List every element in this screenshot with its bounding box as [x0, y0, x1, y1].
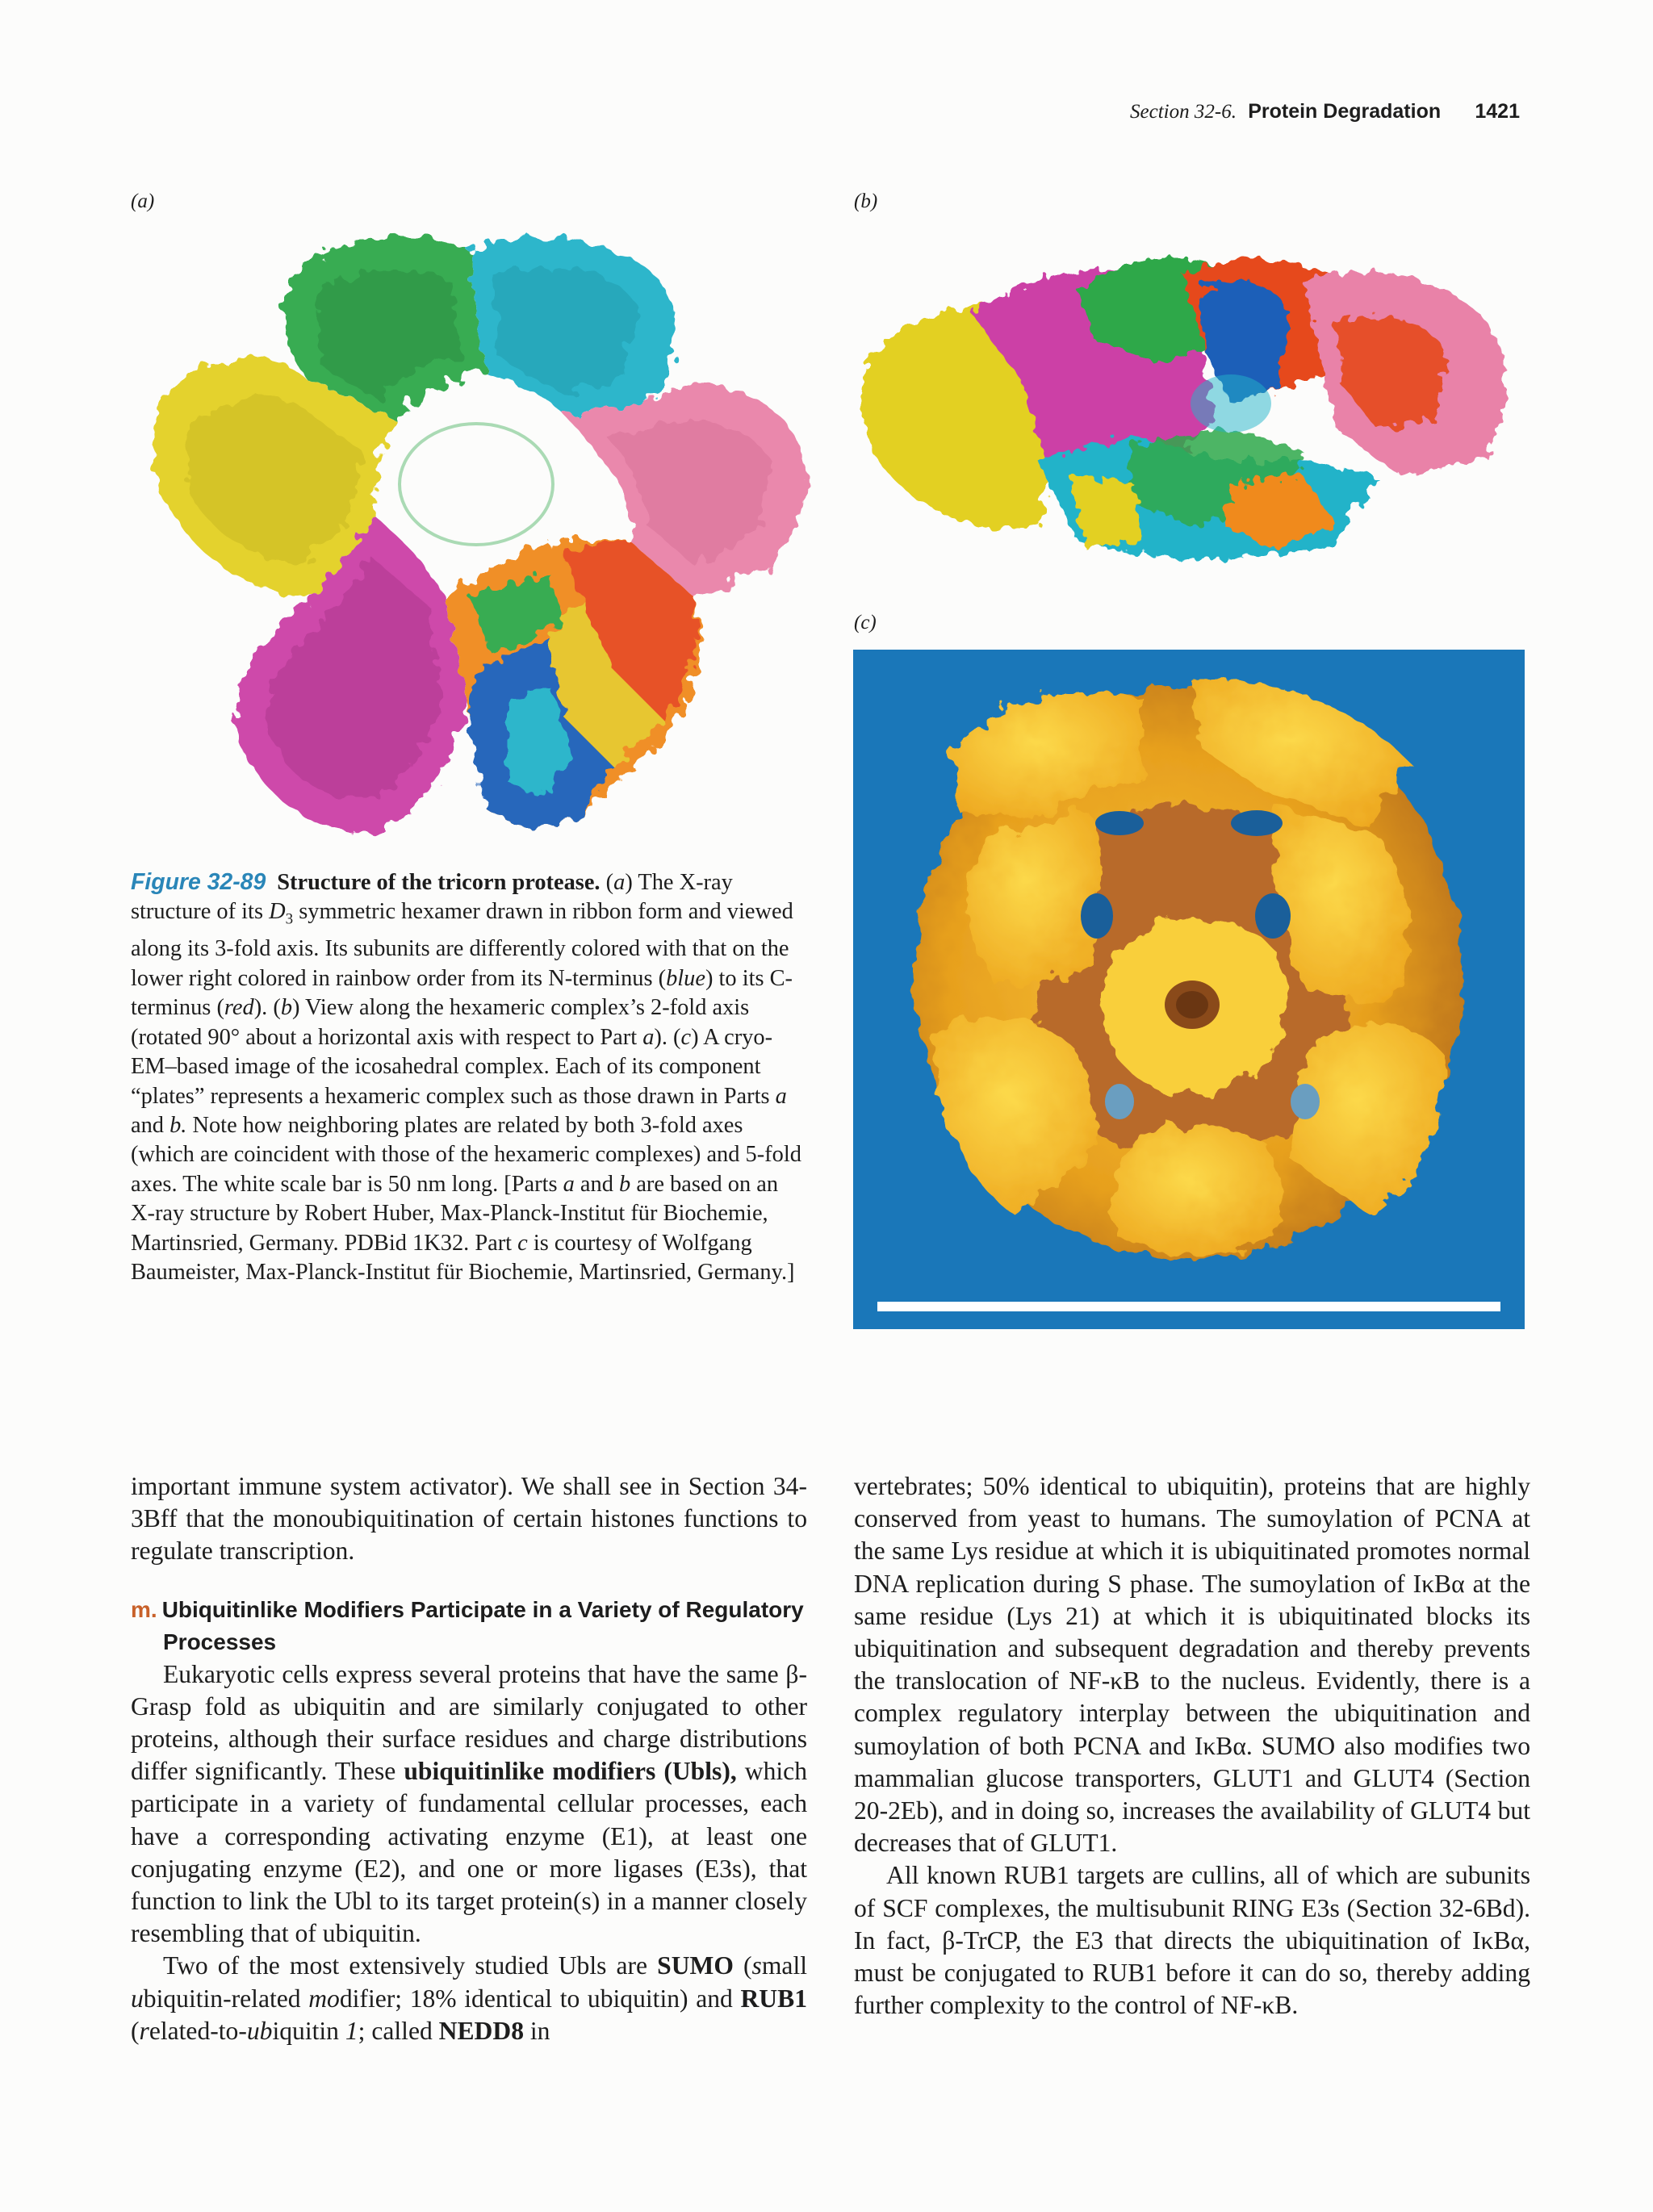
caption-italic: c [517, 1230, 528, 1256]
text: ; called [358, 2016, 439, 2045]
caption-italic: blue [666, 965, 705, 991]
caption-text: ) A cryo-EM–based image of the icosahedral complex. Each of its component “plates” represents a hexameric complex such as those drawn in Parts [131, 1024, 776, 1109]
bold-term: NEDD8 [438, 2016, 524, 2045]
section-subheading [131, 1594, 807, 1658]
caption-text: ) to its C-terminus ( [131, 965, 793, 1021]
figure-title: Structure of the tricorn protease. [277, 870, 601, 895]
caption-italic: a [642, 1024, 655, 1050]
caption-text: Note how neighboring plates are related by both 3-fold axes (which are coincident with those of the hexameric complexes) and 5-fold axes. The white scale bar is 50 nm long. [Parts [131, 1112, 801, 1197]
subheading-letter: m. [131, 1596, 157, 1622]
caption-italic: a [775, 1083, 787, 1109]
tricorn-icosahedron-cryo-em-image [853, 650, 1525, 1329]
body-column-left [131, 1470, 807, 2047]
caption-italic: b [619, 1171, 631, 1197]
tricorn-hexamer-2fold-image [852, 218, 1534, 597]
paragraph [131, 1950, 807, 2047]
bold-term: ubiquitinlike modifiers (Ubls), [404, 1757, 737, 1786]
caption-italic: D [269, 899, 286, 925]
text: difier; 18% identical to ubiquitin) and [339, 1984, 741, 2013]
paragraph: All known RUB1 targets are cullins, all of which are subunits of SCF complexes, the multisubunit RING E3s (Section 32-6Bd). In fact, β-TrCP, the E3 that directs the ubiquitination of IκBα, must be conjugated to RUB1 before it can do so, thereby adding further complexity to the control of NF-κB. [854, 1861, 1530, 2020]
caption-italic: a [613, 870, 626, 895]
paragraph [131, 1658, 807, 1951]
bold-term: SUMO [657, 1951, 734, 1980]
text: mall [761, 1951, 807, 1980]
subheading-text: Ubiquitinlike Modifiers Participate in a Variety of Regulatory Processes [161, 1596, 804, 1654]
text: Eukaryotic cells express several proteins that have the same β-Grasp fold as ubiquitin and are similarly conjugated to other proteins, although their surface residues and charge distributions differ significantly. These [131, 1659, 807, 1786]
caption-text: is courtesy of Wolfgang Baumeister, Max-Planck-Institut für Biochemie, Martinsried, Germany.] [131, 1230, 795, 1285]
italic: ub [246, 2016, 273, 2045]
text: in [524, 2016, 550, 2045]
caption-text: symmetric hexamer drawn in ribbon form and viewed along its 3-fold axis. Its subunits are differently colored with that on the lower right colored in rainbow order from its N-terminus ( [131, 899, 793, 991]
caption-italic: red [224, 995, 254, 1021]
running-head [1130, 100, 1520, 123]
panel-label-a: (a) [131, 190, 155, 212]
caption-subscript: 3 [285, 911, 294, 929]
text: ( [733, 1951, 752, 1980]
body-column-right [854, 1470, 1530, 2022]
caption-italic: b. [169, 1112, 187, 1138]
italic: r [139, 2016, 149, 2045]
tricorn-hexamer-3fold-image [129, 218, 823, 847]
caption-text: ). ( [253, 995, 281, 1021]
scale-bar [877, 1302, 1500, 1311]
panel-label-b: (b) [854, 190, 878, 212]
figure-number: Figure 32-89 [131, 869, 266, 895]
caption-italic: b [280, 995, 293, 1021]
text: iquitin [272, 2016, 345, 2045]
caption-text: and [131, 1112, 170, 1138]
section-title: Protein Degradation [1248, 100, 1442, 123]
caption-text: are based on an X-ray structure by Robert Huber, Max-Planck-Institut für Biochemie, Martinsried, Germany. PDBid 1K32. Part [131, 1171, 779, 1256]
italic: s [751, 1951, 762, 1980]
italic: 1 [345, 2016, 358, 2045]
bold-term: RUB1 [740, 1984, 807, 2013]
italic: mo [308, 1984, 340, 2013]
paragraph: important immune system activator). We shall see in Section 34-3Bff that the monoubiquitination of certain histones functions to regulate transcription. [131, 1472, 807, 1566]
caption-text: and [574, 1171, 620, 1197]
paragraph: vertebrates; 50% identical to ubiquitin), proteins that are highly conserved from yeast to humans. The sumoylation of PCNA at the same Lys residue at which it is ubiquitinated promotes normal DNA replication during S phase. The sumoylation of IκBα at the same residue (Lys 21) at which it is ubiquitinated blocks its ubiquitination and subsequent degradation and thereby prevents the translocation of NF-κB to the nucleus. Evidently, there is a complex regulatory interplay between the ubiquitination and sumoylation of both PCNA and IκBα. SUMO also modifies two mammalian glucose transporters, GLUT1 and GLUT4 (Section 20-2Eb), and in doing so, increases the availability of GLUT4 but decreases that of GLUT1. [854, 1472, 1530, 1858]
text: elated-to- [149, 2016, 247, 2045]
panel-label-c: (c) [854, 612, 877, 633]
text: which participate in a variety of fundamental cellular processes, each have a corresponding activating enzyme (E1), at least one conjugating enzyme (E2), and one or more ligases (E3s), that function to link the Ubl to its target protein(s) in a manner closely resembling that of ubiquitin. [131, 1757, 807, 1948]
caption-text: ). ( [654, 1024, 681, 1050]
figure-caption [131, 868, 807, 1287]
caption-text: ( [605, 870, 614, 895]
caption-italic: a [563, 1171, 575, 1197]
caption-italic: c [680, 1024, 692, 1050]
text: Two of the most extensively studied Ubls are [163, 1951, 658, 1980]
caption-text: ) The X-ray structure of its [131, 870, 733, 925]
page-number: 1421 [1475, 100, 1520, 123]
text: biquitin-related [143, 1984, 309, 2013]
section-number: Section 32-6. [1130, 101, 1237, 123]
caption-text: ) View along the hexameric complex’s 2-fold axis (rotated 90° about a horizontal axis with respect to Part [131, 995, 750, 1050]
text: ( [131, 2016, 140, 2045]
italic: u [131, 1984, 144, 2013]
